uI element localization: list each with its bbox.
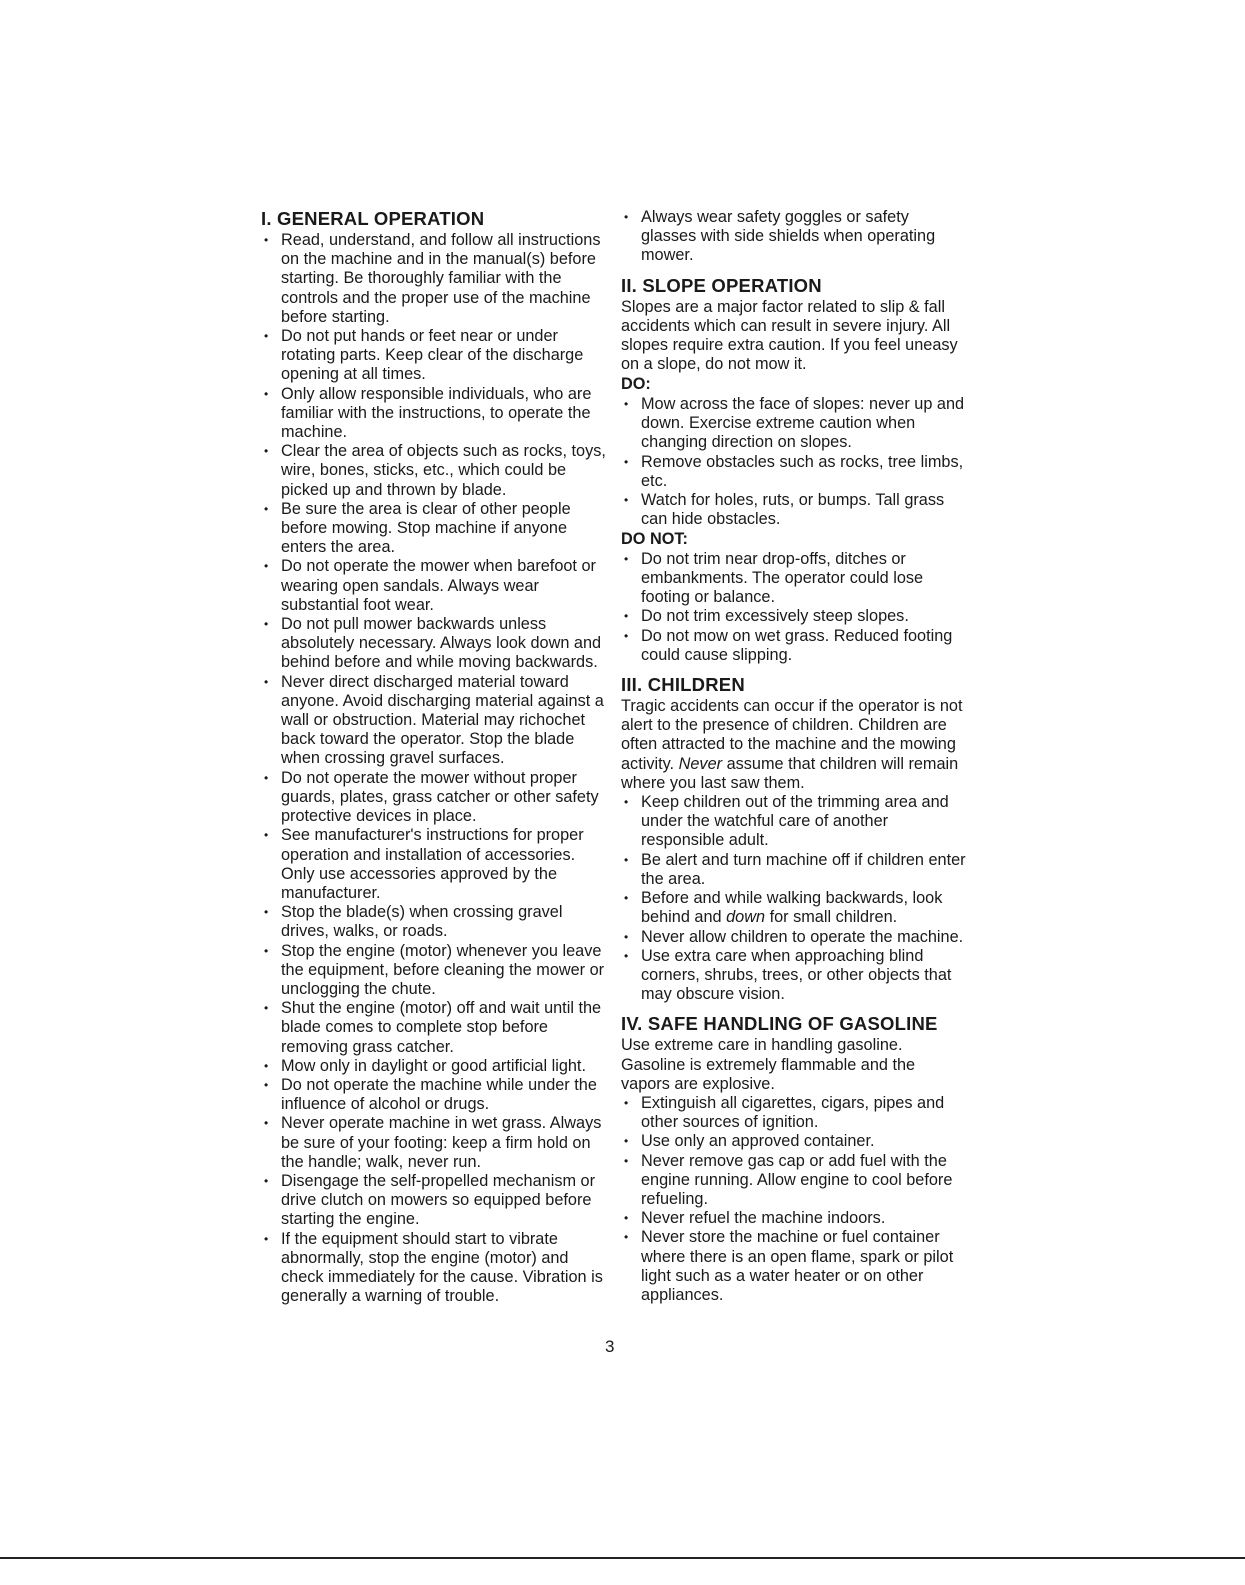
list-item: • Clear the area of objects such as rocks, toys, wire, bones, sticks, etc., which could be picked up and thrown by blade. (261, 442, 606, 500)
do-not-list (621, 550, 966, 665)
list-item: • Never remove gas cap or add fuel with the engine running. Allow engine to cool before refueling. (621, 1152, 966, 1210)
list-item: • Keep children out of the trimming area and under the watchful care of another responsible adult. (621, 793, 966, 851)
list-item: • Do not trim excessively steep slopes. (621, 607, 966, 626)
children-heading: III. CHILDREN (621, 674, 745, 696)
general-operation-list (261, 231, 606, 1306)
left-column (261, 208, 606, 1306)
do-not-heading: DO NOT: (621, 530, 688, 549)
list-item: • Before and while walking backwards, look behind and down for small children. (621, 889, 966, 927)
right-column (621, 208, 966, 1305)
list-item: • Be alert and turn machine off if children enter the area. (621, 851, 966, 889)
list-item: • Mow across the face of slopes: never up and down. Exercise extreme caution when changing direction on slopes. (621, 395, 966, 453)
page-number: 3 (605, 1337, 615, 1356)
gasoline-heading: IV. SAFE HANDLING OF GASOLINE (621, 1013, 938, 1035)
slope-operation-heading: II. SLOPE OPERATION (621, 274, 822, 296)
list-item: • Do not pull mower backwards unless absolutely necessary. Always look down and behind before and while moving backwards. (261, 615, 606, 673)
general-operation-list-continued (621, 208, 966, 266)
list-item: • Always wear safety goggles or safety glasses with side shields when operating mower. (621, 208, 966, 266)
list-item: • Use only an approved container. (621, 1132, 966, 1151)
bottom-rule (0, 1557, 1245, 1559)
list-item: • Disengage the self-propelled mechanism or drive clutch on mowers so equipped before starting the engine. (261, 1172, 606, 1230)
list-item: • Never direct discharged material toward anyone. Avoid discharging material against a wall or obstruction. Material may richochet back toward the operator. Stop the blade when crossing gravel surfaces. (261, 673, 606, 769)
list-item: • Do not operate the mower when barefoot or wearing open sandals. Always wear substantial foot wear. (261, 557, 606, 615)
gasoline-list (621, 1094, 966, 1305)
list-item: • Stop the engine (motor) whenever you leave the equipment, before cleaning the mower or unclogging the chute. (261, 942, 606, 1000)
list-item: • Never store the machine or fuel container where there is an open flame, spark or pilot light such as a water heater or on other appliances. (621, 1228, 966, 1305)
list-item: • Remove obstacles such as rocks, tree limbs, etc. (621, 453, 966, 491)
list-item: • Mow only in daylight or good artificial light. (261, 1057, 606, 1076)
list-item: • Do not trim near drop-offs, ditches or embankments. The operator could lose footing or balance. (621, 550, 966, 608)
list-item: • Read, understand, and follow all instructions on the machine and in the manual(s) before starting. Be thoroughly familiar with the controls and the proper use of the machine before starting. (261, 231, 606, 327)
list-item: • Only allow responsible individuals, who are familiar with the instructions, to operate the machine. (261, 385, 606, 443)
list-item: • Do not operate the machine while under the influence of alcohol or drugs. (261, 1076, 606, 1114)
list-item: • Be sure the area is clear of other people before mowing. Stop machine if anyone enters the area. (261, 500, 606, 558)
list-item: • Use extra care when approaching blind corners, shrubs, trees, or other objects that may obscure vision. (621, 947, 966, 1005)
list-item: • Shut the engine (motor) off and wait until the blade comes to complete stop before removing grass catcher. (261, 999, 606, 1057)
children-list (621, 793, 966, 1004)
general-operation-heading: I. GENERAL OPERATION (261, 208, 485, 229)
gasoline-intro: Use extreme care in handling gasoline. Gasoline is extremely flammable and the vapors are explosive. (621, 1036, 916, 1093)
slope-intro: Slopes are a major factor related to slip & fall accidents which can result in severe injury. All slopes require extra caution. If you feel uneasy on a slope, do not mow it. (621, 297, 958, 374)
list-item: • Never refuel the machine indoors. (621, 1209, 966, 1228)
list-item: • Do not put hands or feet near or under rotating parts. Keep clear of the discharge opening at all times. (261, 327, 606, 385)
do-list (621, 395, 966, 529)
list-item: • If the equipment should start to vibrate abnormally, stop the engine (motor) and check immediately for the cause. Vibration is generally a warning of trouble. (261, 1230, 606, 1307)
list-item: • Stop the blade(s) when crossing gravel drives, walks, or roads. (261, 903, 606, 941)
list-item: • Do not operate the mower without proper guards, plates, grass catcher or other safety protective devices in place. (261, 769, 606, 827)
do-heading: DO: (621, 375, 651, 394)
list-item: • Extinguish all cigarettes, cigars, pipes and other sources of ignition. (621, 1094, 966, 1132)
list-item: • Do not mow on wet grass. Reduced footing could cause slipping. (621, 627, 966, 665)
children-intro: Tragic accidents can occur if the operator is not alert to the presence of children. Children are often attracted to the machine and the mowing activity. Never assume that children will remain where you last saw them. (621, 697, 963, 792)
list-item: • Never allow children to operate the machine. (621, 928, 966, 947)
list-item: • Watch for holes, ruts, or bumps. Tall grass can hide obstacles. (621, 491, 966, 529)
list-item: • Never operate machine in wet grass. Always be sure of your footing: keep a firm hold on the handle; walk, never run. (261, 1114, 606, 1172)
list-item: • See manufacturer's instructions for proper operation and installation of accessories. Only use accessories approved by the manufacturer. (261, 826, 606, 903)
